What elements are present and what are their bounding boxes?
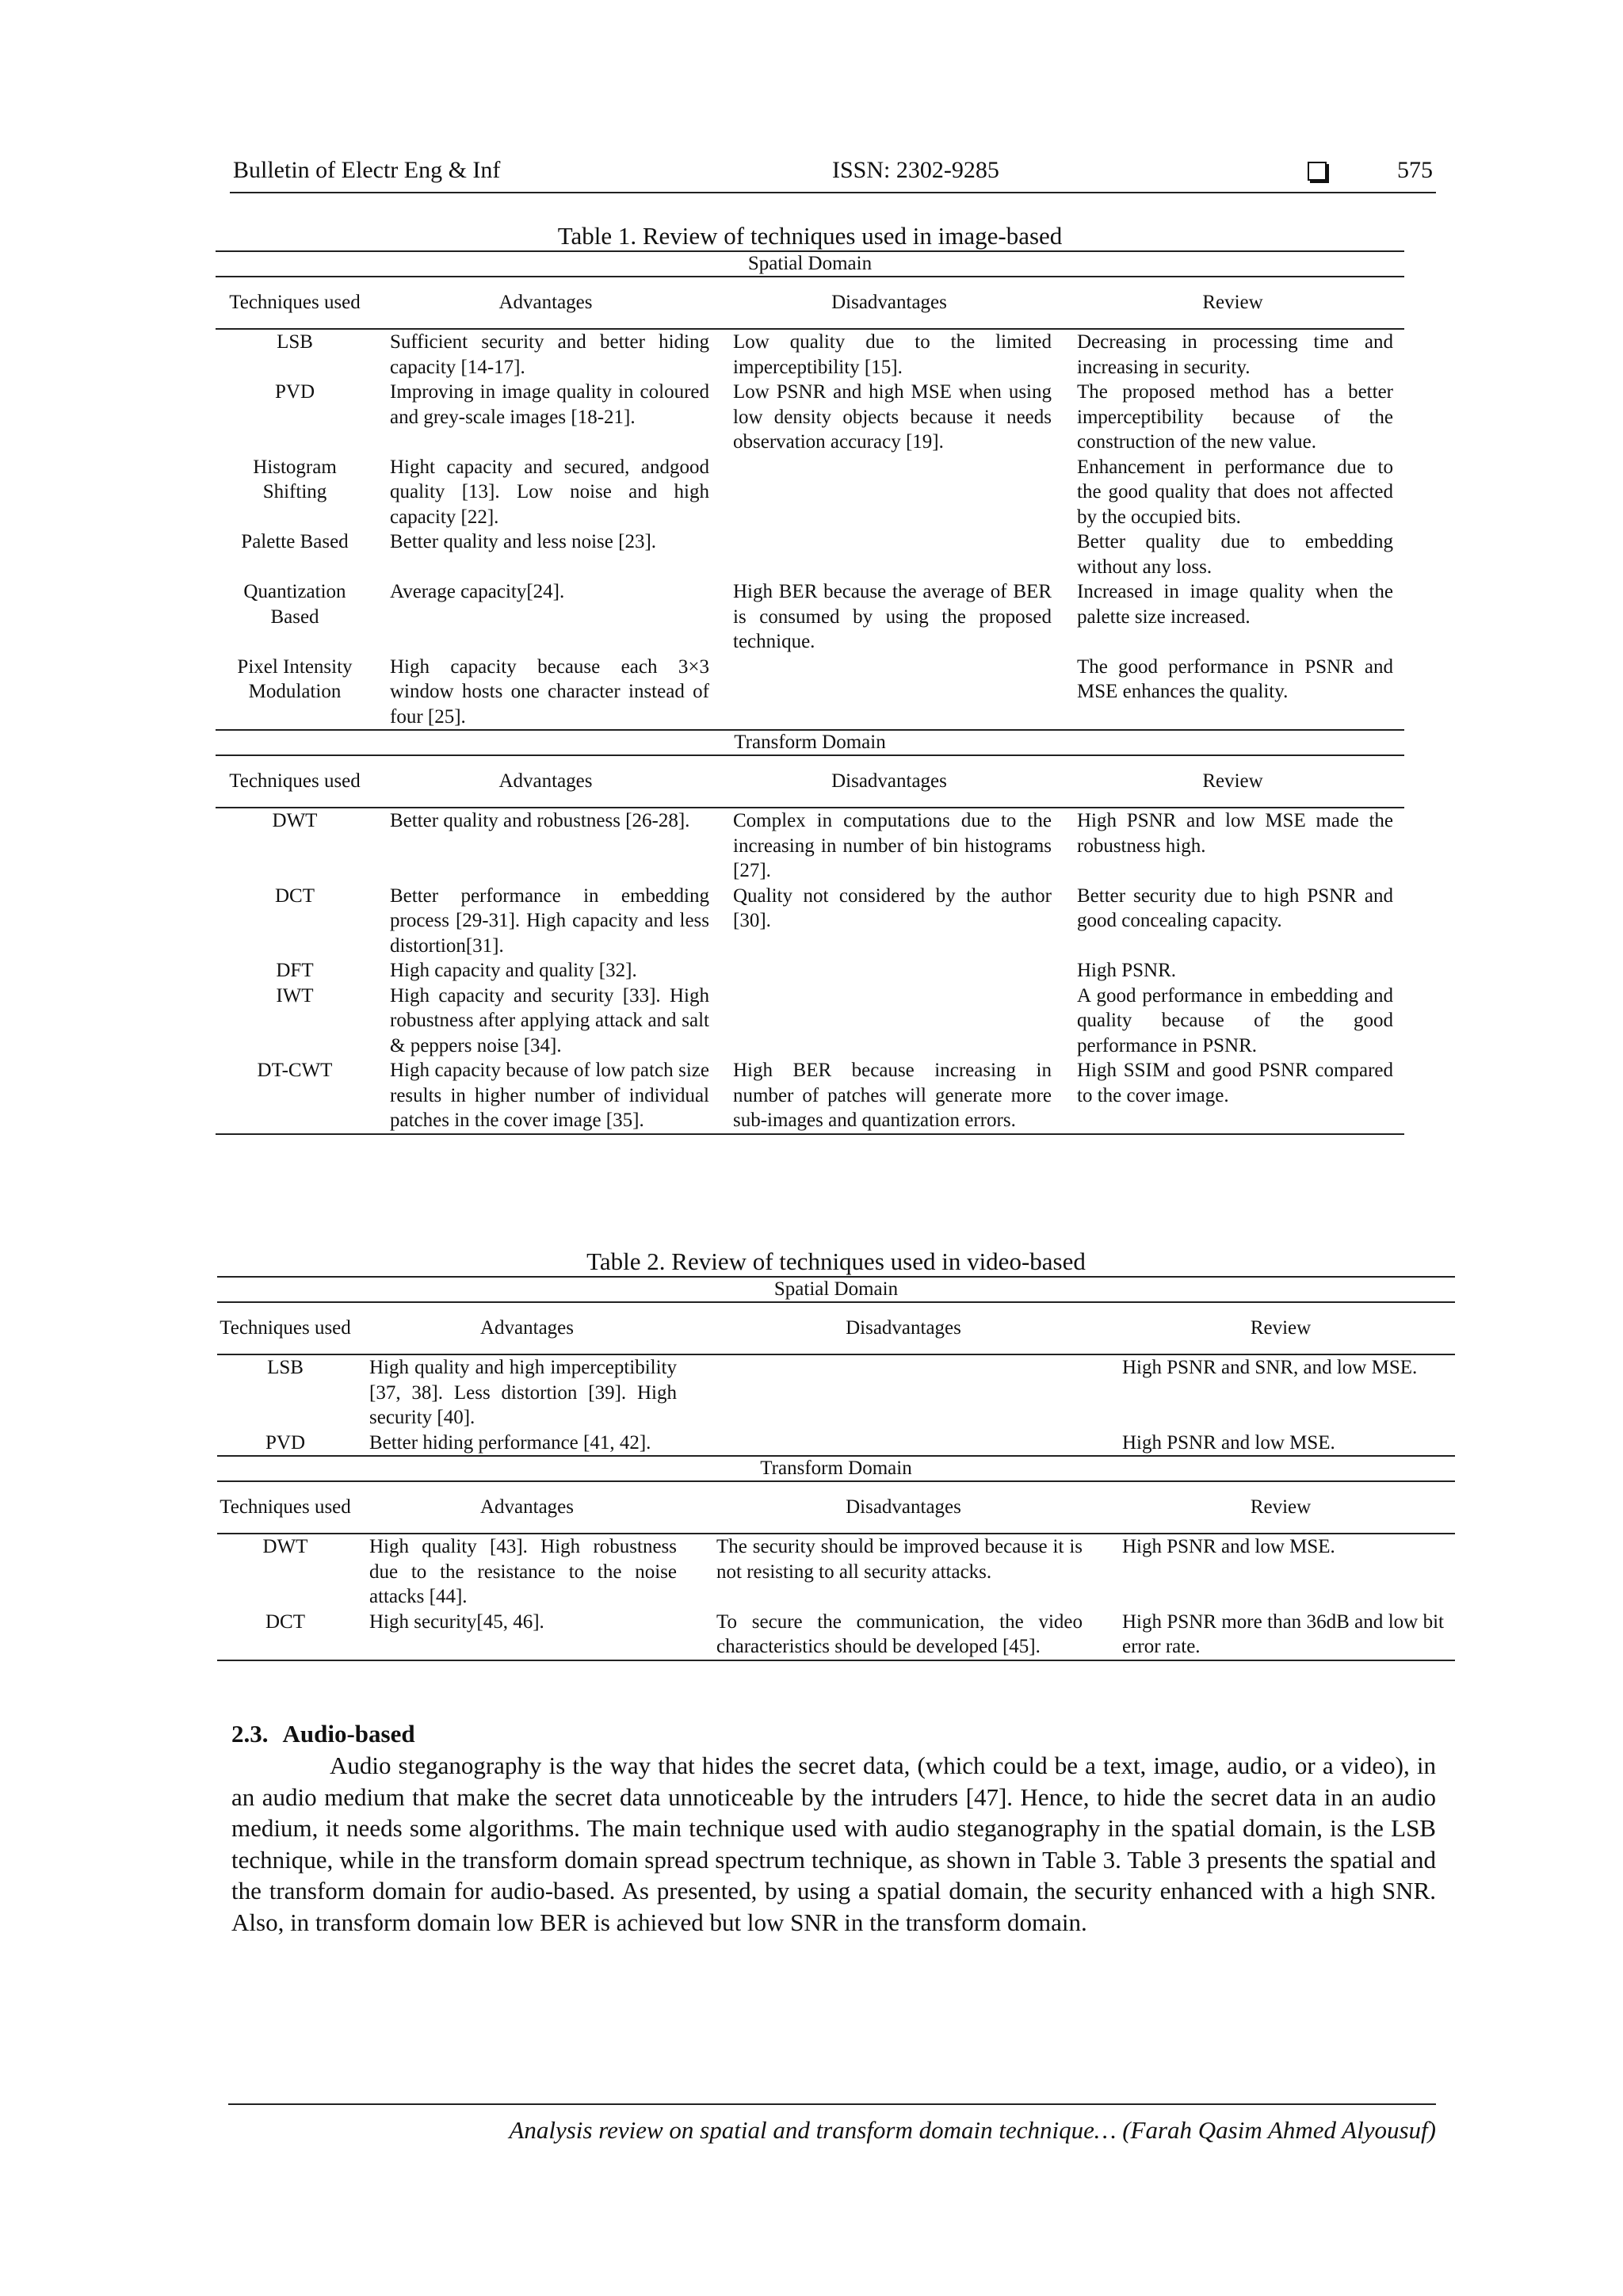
spatial-domain-label: Spatial Domain	[216, 251, 1404, 277]
table-2	[217, 1247, 1455, 1661]
col-header-review: Review	[1106, 1481, 1455, 1534]
table-1-transform	[216, 730, 1404, 1134]
transform-domain-label: Transform Domain	[216, 730, 1404, 755]
spatial-domain-label: Spatial Domain	[217, 1277, 1455, 1302]
page-footer	[228, 2103, 1436, 2145]
table-2-transform	[217, 1456, 1455, 1660]
table-2-grid	[217, 1276, 1455, 1661]
footer-text: Analysis review on spatial and transform domain technique… (Farah Qasim Ahmed Alyousuf)	[509, 2116, 1436, 2144]
table-row: Quantization Based Average capacity[24]. High BER because the average of BER is consumed by using the proposed technique. Increased in image quality when the palette size increased.	[243, 581, 1393, 652]
section-paragraph: Audio steganography is the way that hides the secret data, (which could be a text, image, audio, or a video), in an audio medium that make the secret data unnoticeable by the intruders [47]. Hence, to hide the secret data in an audio medium, it needs some algorithms. The main technique used with audio steganography in the spatial domain, is the LSB technique, while in the transform domain spread spectrum technique, as shown in Table 3. Table 3 presents the spatial and the transform domain for audio-based. As presented, by using a spatial domain, the security enhanced with a high SNR. Also, in transform domain low BER is achieved but low SNR in the transform domain.	[231, 1752, 1436, 1936]
section-heading	[231, 1718, 1436, 1750]
col-header-techniques: Techniques used	[216, 277, 374, 329]
table-row: DCT High security[45, 46]. To secure the communication, the video characteristics should be developed [45]. High PSNR more than 36dB and low bit error rate.	[217, 1610, 1455, 1660]
col-header-review: Review	[1106, 1302, 1455, 1354]
page-header	[230, 155, 1436, 193]
table-row: DCT Better performance in embedding process [29-31]. High capacity and less distortion[31]. Quality not considered by the author [30]. Better security due to high PSNR and good concealing capacity.	[275, 884, 1393, 957]
col-header-disadvantages: Disadvantages	[717, 755, 1061, 808]
table-row: PVD Improving in image quality in coloured and grey-scale images [18-21]. Low PSNR and high MSE when using low density objects because it needs observation accuracy [19]. The proposed method has a better imperceptibility because of the construction of the new value.	[274, 381, 1393, 453]
table-row: DT-CWT High capacity because of low patch size results in higher number of individual patches in the cover image [35]. High BER because increasing in number of patches will generate more sub-images and quantization errors. High SSIM and good PSNR compared to the cover image.	[216, 1058, 1404, 1134]
table-row: LSB High quality and high imperceptibility [37, 38]. Less distortion [39]. High security [40]. High PSNR and SNR, and low MSE.	[267, 1357, 1418, 1428]
table-row: Pixel Intensity Modulation High capacity because each 3×3 window hosts one character instead of four [25]. The good performance in PSNR and MSE enhances the quality.	[237, 655, 1393, 728]
col-header-advantages: Advantages	[374, 755, 717, 808]
col-header-techniques: Techniques used	[216, 755, 374, 808]
col-header-review: Review	[1061, 277, 1404, 329]
journal-name: Bulletin of Electr Eng & Inf	[233, 157, 501, 183]
table-1	[216, 222, 1404, 1135]
table-row: LSB Sufficient security and better hiding capacity [14-17]. Low quality due to the limited imperceptibility [15]. Decreasing in processing time and increasing in security.	[277, 331, 1393, 378]
col-header-review: Review	[1061, 755, 1404, 808]
col-header-advantages: Advantages	[374, 277, 717, 329]
table-row: Palette Based Better quality and less noise [23]. Better quality due to embedding without any loss.	[241, 531, 1393, 578]
col-header-disadvantages: Disadvantages	[701, 1481, 1106, 1534]
table-1-spatial	[216, 251, 1404, 730]
col-header-advantages: Advantages	[353, 1302, 701, 1354]
square-icon	[1308, 162, 1327, 181]
table-row: DWT High quality [43]. High robustness due to the resistance to the noise attacks [44]. The security should be improved because it is not resisting to all security attacks. High PSNR and low MSE.	[262, 1536, 1335, 1607]
table-2-caption: Table 2. Review of techniques used in video-based	[586, 1247, 1086, 1275]
table-1-grid	[216, 250, 1404, 1135]
page-number: 575	[1397, 157, 1433, 183]
table-row: DFT High capacity and quality [32]. High PSNR.	[276, 960, 1177, 981]
table-row: IWT High capacity and security [33]. High robustness after applying attack and salt & peppers noise [34]. A good performance in embedding and quality because of the good performance in PSNR.	[276, 984, 1393, 1056]
issn: ISSN: 2302-9285	[832, 157, 999, 183]
table-row: Histogram Shifting Hight capacity and secured, andgood quality [13]. Low noise and high capacity [22]. Enhancement in performance due to the good quality that does not affected by the occupied bits.	[253, 456, 1393, 528]
section-number: 2.3.	[231, 1720, 269, 1748]
transform-domain-label: Transform Domain	[217, 1456, 1455, 1481]
section-title: Audio-based	[282, 1720, 415, 1748]
table-2-spatial	[217, 1277, 1455, 1456]
table-1-caption: Table 1. Review of techniques used in image-based	[557, 222, 1063, 250]
table-row: PVD Better hiding performance [41, 42]. High PSNR and low MSE.	[265, 1431, 1335, 1454]
col-header-techniques: Techniques used	[217, 1481, 353, 1534]
col-header-disadvantages: Disadvantages	[701, 1302, 1106, 1354]
col-header-advantages: Advantages	[353, 1481, 701, 1534]
section-audio-based	[231, 1718, 1436, 1938]
table-row: DWT Better quality and robustness [26-28]. Complex in computations due to the increasing in number of bin histograms [27]. High PSNR and low MSE made the robustness high.	[272, 810, 1393, 881]
col-header-disadvantages: Disadvantages	[717, 277, 1061, 329]
col-header-techniques: Techniques used	[217, 1302, 353, 1354]
